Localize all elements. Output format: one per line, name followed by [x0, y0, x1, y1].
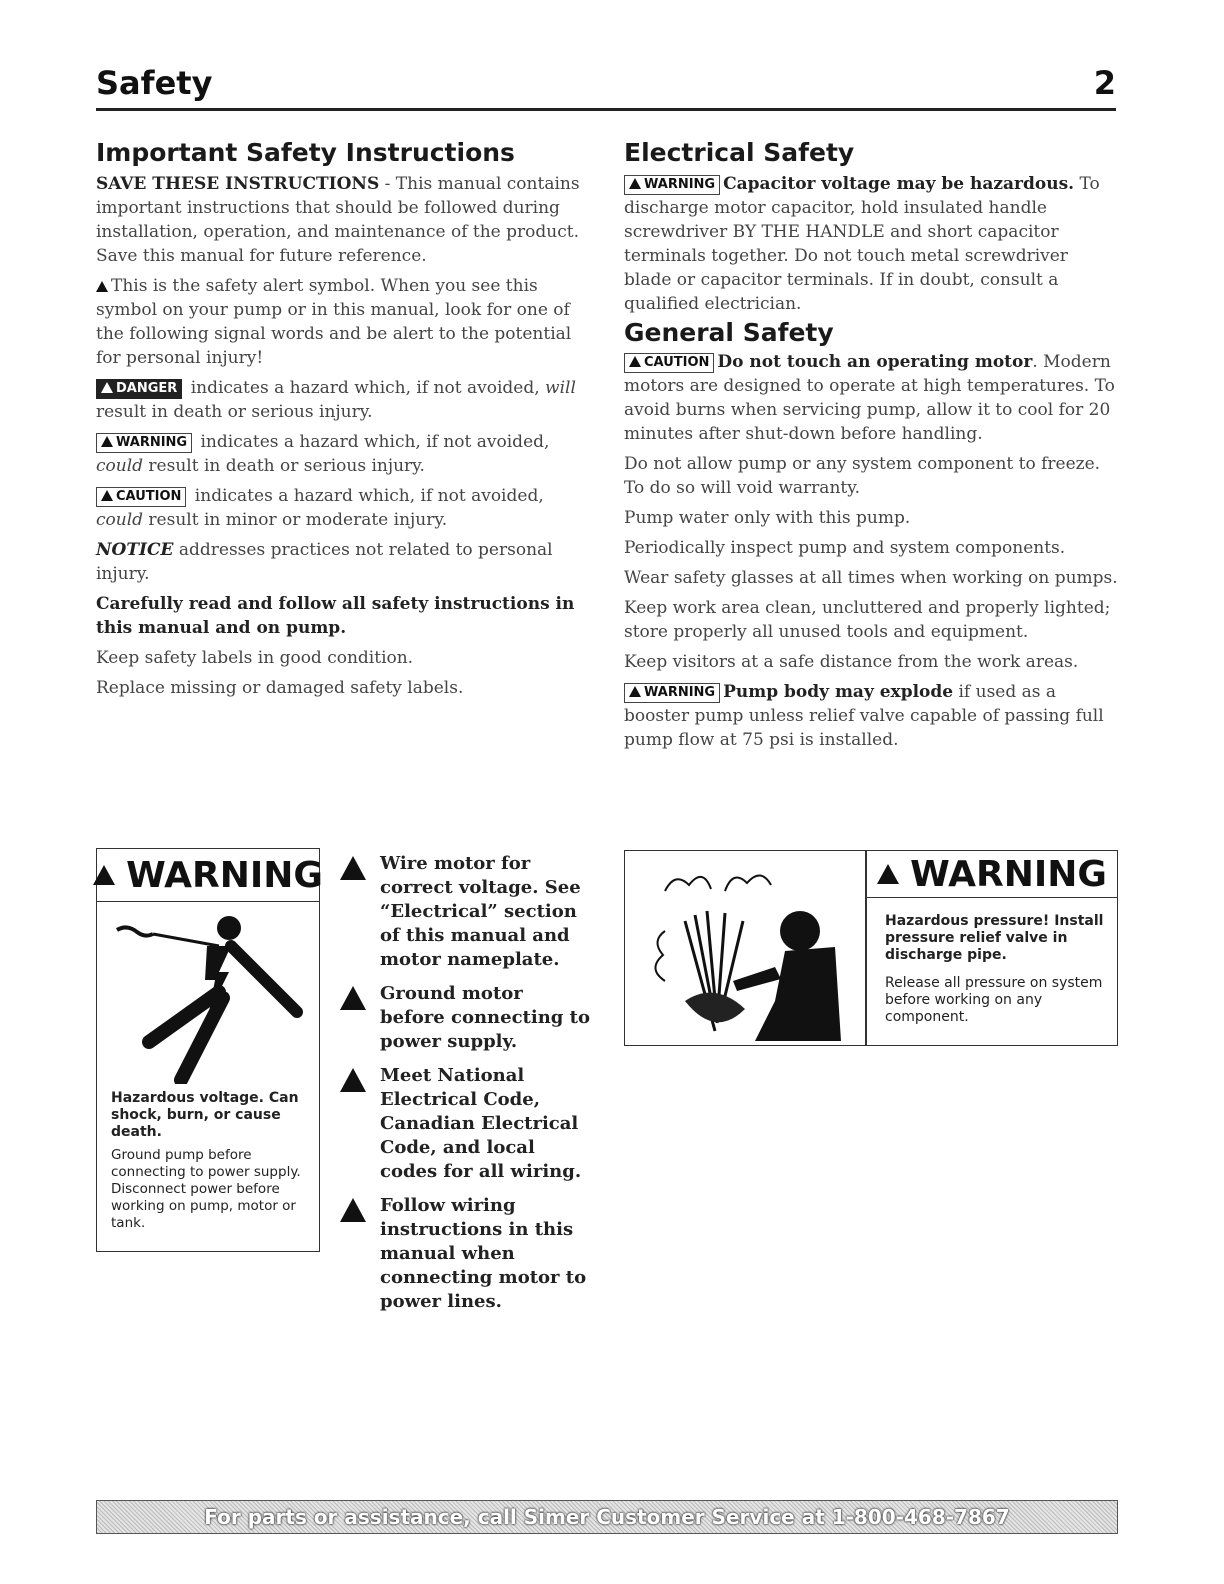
safety-alert-paragraph: [96, 274, 596, 370]
customer-service-footer: For parts or assistance, call Simer Customer Service at 1-800-468-7867: [96, 1500, 1118, 1534]
alert-triangle-icon: [629, 686, 641, 697]
warning-tag-label: WARNING: [644, 685, 716, 700]
alert-triangle-icon: [101, 436, 113, 447]
wiring-bullet-list: [340, 852, 590, 1324]
save-instructions-text: - This manual contains important instructions that should be followed during installation, operation, and maintenance of the product. Save this manual for future reference.: [96, 174, 580, 266]
caution-paragraph: [96, 484, 596, 532]
pump-explode-warning: Pump body may explode: [723, 682, 954, 702]
alert-triangle-icon: [340, 856, 366, 880]
list-item: [340, 1064, 590, 1184]
alert-triangle-icon: [340, 1068, 366, 1092]
caution-tag: [96, 487, 186, 507]
alert-triangle-icon: [629, 356, 641, 367]
caution-tag-label: CAUTION: [644, 355, 710, 370]
important-safety-heading: Important Safety Instructions: [96, 138, 515, 167]
explosion-icon: [625, 851, 865, 1045]
warning-text-b: result in death or serious injury.: [143, 456, 425, 476]
warning-paragraph: [96, 430, 596, 478]
danger-text-a: indicates a hazard which, if not avoided,: [185, 378, 546, 398]
danger-emphasis: will: [545, 378, 576, 398]
caution-tag: [624, 353, 714, 373]
general-safety-body: [624, 350, 1118, 758]
alert-triangle-icon: [340, 986, 366, 1010]
danger-tag-label: DANGER: [116, 381, 178, 396]
hazardous-pressure-label: [624, 850, 1118, 1046]
general-item: Periodically inspect pump and system components.: [624, 538, 1066, 558]
carefully-read-paragraph: Carefully read and follow all safety instructions in this manual and on pump.: [96, 594, 575, 638]
pump-explode-text: if used as a booster pump unless relief valve capable of passing full pump flow at 75 psi is installed.: [624, 682, 1104, 750]
alert-triangle-icon: [877, 864, 899, 884]
page-title: Safety: [96, 64, 213, 102]
alert-triangle-icon: [629, 178, 641, 189]
bullet-text: Ground motor before connecting to power supply.: [380, 983, 590, 1052]
general-item: Do not allow pump or any system component to freeze. To do so will void warranty.: [624, 454, 1101, 498]
hazard-instructions: Ground pump before connecting to power supply. Disconnect power before working on pump, motor or tank.: [111, 1147, 301, 1231]
capacitor-text: To discharge motor capacitor, hold insulated handle screwdriver BY THE HANDLE and short capacitor terminals together. Do not touch metal screwdriver blade or capacitor terminals. If in doubt, consult a qualified electrician.: [624, 174, 1100, 314]
list-item: [340, 1194, 590, 1314]
capacitor-warning: Capacitor voltage may be hazardous.: [723, 174, 1075, 194]
safety-alert-text: This is the safety alert symbol. When you see this symbol on your pump or in this manual, look for one of the following signal words and be alert to the potential for personal injury!: [96, 276, 572, 368]
electrical-safety-heading: Electrical Safety: [624, 138, 855, 167]
notice-paragraph: [96, 538, 596, 586]
keep-labels-paragraph: Keep safety labels in good condition.: [96, 648, 414, 668]
safety-alert-icon: [96, 281, 108, 292]
warning-tag: [624, 683, 720, 703]
header-rule: [96, 108, 1116, 111]
caution-text-a: indicates a hazard which, if not avoided,: [189, 486, 544, 506]
operating-motor-paragraph: [624, 350, 1118, 446]
general-item: Keep visitors at a safe distance from the work areas.: [624, 652, 1079, 672]
left-column: [96, 172, 596, 706]
warning-header: [867, 851, 1117, 898]
operating-motor-warning: Do not touch an operating motor: [717, 352, 1033, 372]
replace-labels-paragraph: Replace missing or damaged safety labels.: [96, 678, 464, 698]
notice-label: NOTICE: [96, 540, 174, 560]
general-item: Wear safety glasses at all times when working on pumps.: [624, 568, 1118, 588]
electric-shock-icon: [97, 902, 319, 1084]
warning-emphasis: could: [96, 456, 144, 476]
alert-triangle-icon: [101, 382, 113, 393]
alert-triangle-icon: [340, 1198, 366, 1222]
list-item: [340, 852, 590, 972]
bullet-text: Follow wiring instructions in this manual when connecting motor to power lines.: [380, 1195, 587, 1312]
caution-tag-label: CAUTION: [116, 489, 182, 504]
danger-tag: [96, 379, 182, 399]
hazard-instructions: Release all pressure on system before working on any component.: [885, 975, 1103, 1025]
general-safety-heading: General Safety: [624, 318, 834, 347]
bullet-text: Meet National Electrical Code, Canadian Electrical Code, and local codes for all wiring.: [380, 1065, 582, 1182]
capacitor-paragraph: [624, 172, 1118, 316]
warning-tag: [624, 175, 720, 195]
hazardous-voltage-label: [96, 848, 323, 1252]
warning-header: [97, 849, 323, 902]
hazard-statement: Hazardous pressure! Install pressure relief valve in discharge pipe.: [885, 913, 1104, 963]
warning-text-a: indicates a hazard which, if not avoided,: [195, 432, 550, 452]
save-instructions-label: SAVE THESE INSTRUCTIONS: [96, 174, 380, 194]
electrical-safety-body: [624, 172, 1118, 322]
notice-text: addresses practices not related to personal injury.: [96, 540, 553, 584]
save-instructions-paragraph: [96, 172, 596, 268]
pump-explode-paragraph: [624, 680, 1118, 752]
bullet-text: Wire motor for correct voltage. See “Electrical” section of this manual and motor nameplate.: [380, 853, 581, 970]
alert-triangle-icon: [101, 490, 113, 501]
danger-text-b: result in death or serious injury.: [96, 402, 373, 422]
alert-triangle-icon: [93, 865, 115, 885]
warning-tag-label: WARNING: [116, 435, 188, 450]
general-item: Pump water only with this pump.: [624, 508, 911, 528]
operating-motor-text: . Modern motors are designed to operate at high temperatures. To avoid burns when servicing pump, allow it to cool for 20 minutes after shut-down before handling.: [624, 352, 1115, 444]
warning-heading: WARNING: [126, 854, 323, 896]
caution-text-b: result in minor or moderate injury.: [143, 510, 448, 530]
caution-emphasis: could: [96, 510, 144, 530]
danger-paragraph: [96, 376, 596, 424]
list-item: [340, 982, 590, 1054]
warning-tag: [96, 433, 192, 453]
general-item: Keep work area clean, uncluttered and properly lighted; store properly all unused tools and equipment.: [624, 598, 1111, 642]
warning-heading: WARNING: [910, 853, 1107, 895]
hazard-statement: Hazardous voltage. Can shock, burn, or cause death.: [111, 1090, 299, 1140]
page-number: 2: [1093, 64, 1116, 102]
warning-tag-label: WARNING: [644, 177, 716, 192]
